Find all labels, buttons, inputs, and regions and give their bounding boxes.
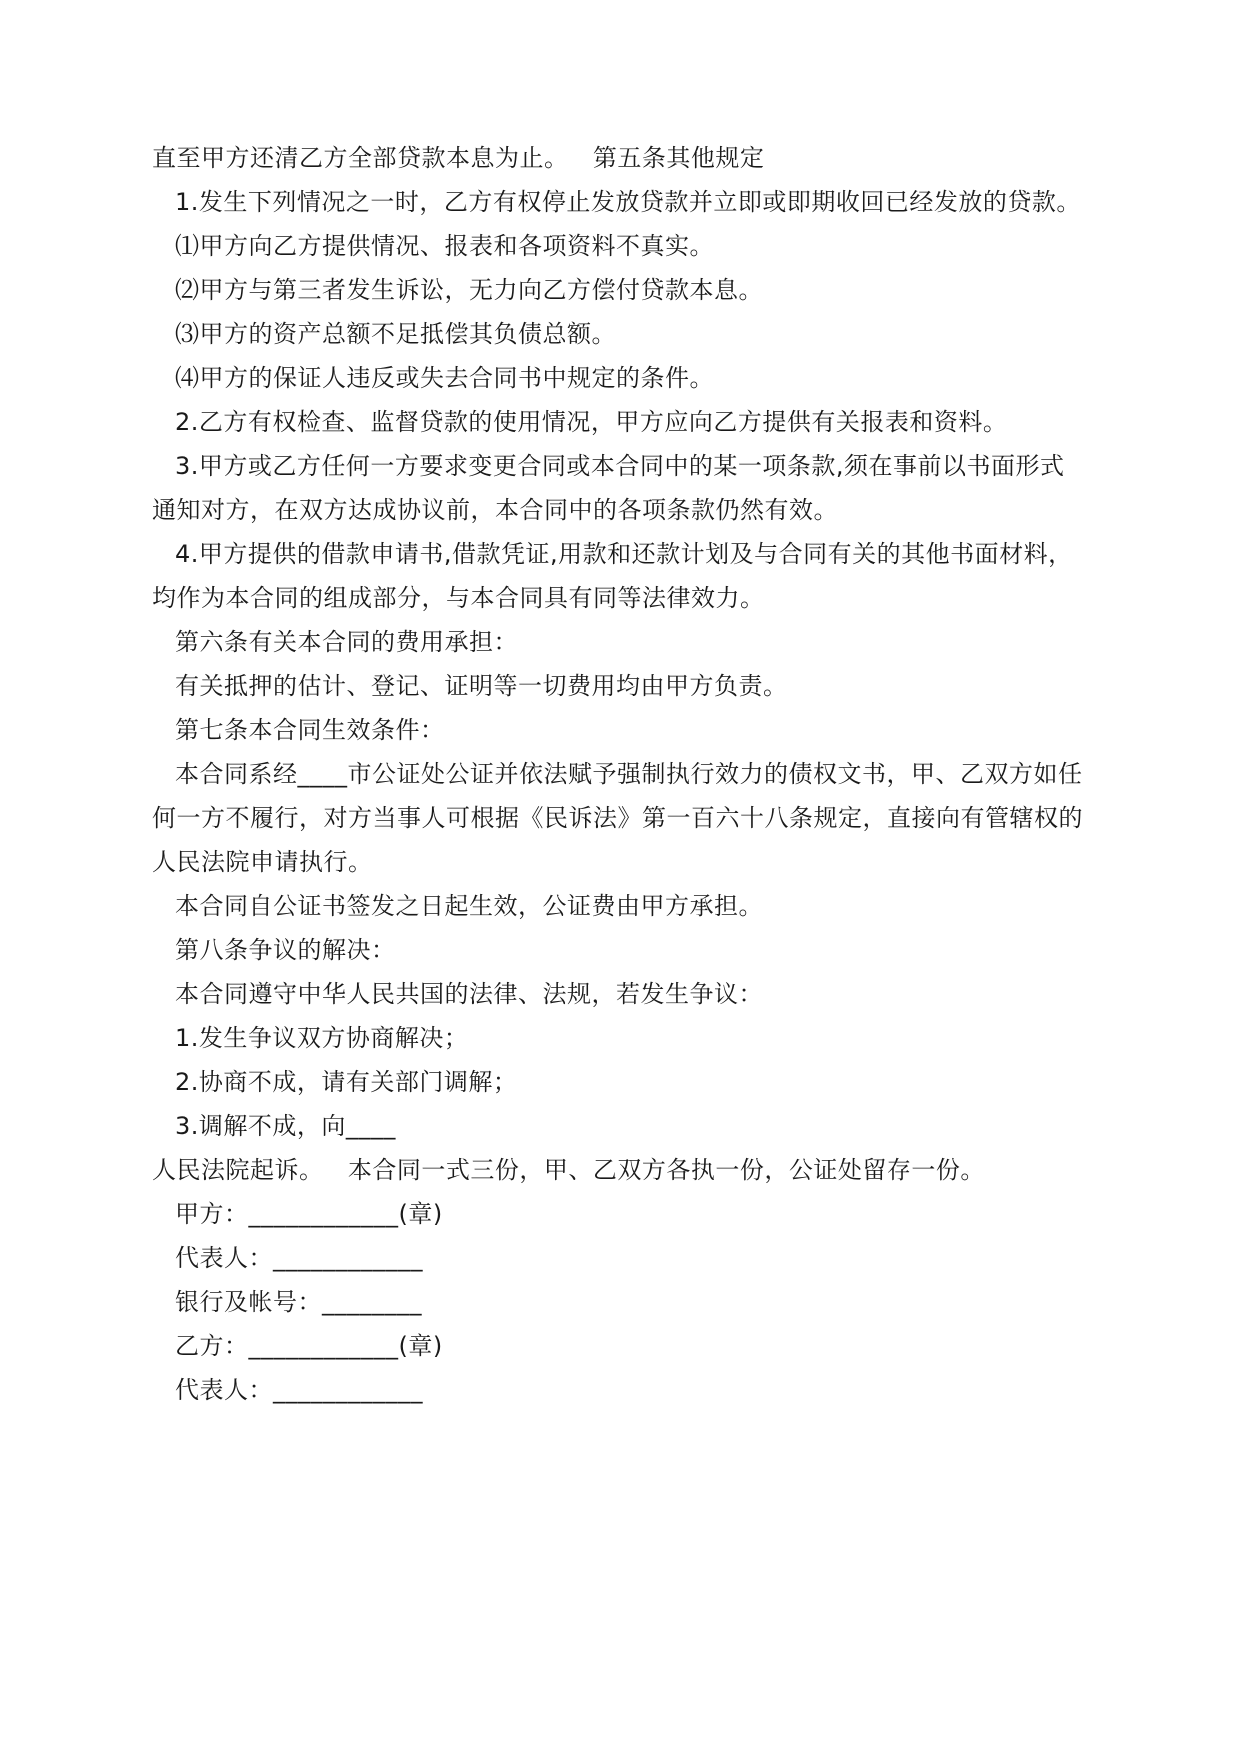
list-item: 2.协商不成，请有关部门调解； bbox=[175, 1068, 518, 1096]
paragraph-line: 本合同遵守中华人民共国的法律、法规，若发生争议： bbox=[175, 980, 763, 1008]
paragraph-line: 3.甲方或乙方任何一方要求变更合同或本合同中的某一项条款,须在事前以书面形式 bbox=[175, 452, 1065, 480]
paragraph-line: ⑷甲方的保证人违反或失去合同书中规定的条件。 bbox=[175, 364, 714, 392]
paragraph-line: 通知对方，在双方达成协议前，本合同中的各项条款仍然有效。 bbox=[152, 496, 838, 524]
paragraph-line: 本合同自公证书签发之日起生效，公证费由甲方承担。 bbox=[175, 892, 763, 920]
signature-field-party-b: 乙方：____________(章) bbox=[175, 1332, 443, 1360]
section-heading: 第六条有关本合同的费用承担： bbox=[175, 628, 518, 656]
section-heading: 第七条本合同生效条件： bbox=[175, 716, 445, 744]
paragraph-line: 1.发生下列情况之一时，乙方有权停止发放贷款并立即或即期收回已经发放的贷款。 bbox=[175, 188, 1081, 216]
paragraph-line: 4.甲方提供的借款申请书,借款凭证,用款和还款计划及与合同有关的其他书面材料， bbox=[175, 540, 1073, 568]
list-item: 3.调解不成，向____ bbox=[175, 1112, 396, 1140]
section-heading: 第八条争议的解决： bbox=[175, 936, 396, 964]
signature-field-representative-a: 代表人：____________ bbox=[175, 1244, 423, 1272]
paragraph-line: 本合同系经____市公证处公证并依法赋予强制执行效力的债权文书，甲、乙双方如任 bbox=[175, 760, 1083, 788]
signature-field-party-a: 甲方：____________(章) bbox=[175, 1200, 443, 1228]
paragraph-line: 何一方不履行，对方当事人可根据《民诉法》第一百六十八条规定，直接向有管辖权的 bbox=[152, 804, 1083, 832]
list-item: 1.发生争议双方协商解决； bbox=[175, 1024, 469, 1052]
signature-field-bank-account: 银行及帐号：________ bbox=[175, 1288, 422, 1316]
paragraph-line: ⑵甲方与第三者发生诉讼，无力向乙方偿付贷款本息。 bbox=[175, 276, 763, 304]
paragraph-line: 直至甲方还清乙方全部贷款本息为止。 第五条其他规定 bbox=[152, 144, 765, 172]
paragraph-line: 2.乙方有权检查、监督贷款的使用情况，甲方应向乙方提供有关报表和资料。 bbox=[175, 408, 1008, 436]
paragraph-line: ⑶甲方的资产总额不足抵偿其负债总额。 bbox=[175, 320, 616, 348]
paragraph-line: 人民法院起诉。 本合同一式三份，甲、乙双方各执一份，公证处留存一份。 bbox=[152, 1156, 985, 1184]
paragraph-line: ⑴甲方向乙方提供情况、报表和各项资料不真实。 bbox=[175, 232, 714, 260]
paragraph-line: 人民法院申请执行。 bbox=[152, 848, 373, 876]
paragraph-line: 均作为本合同的组成部分，与本合同具有同等法律效力。 bbox=[152, 584, 765, 612]
paragraph-line: 有关抵押的估计、登记、证明等一切费用均由甲方负责。 bbox=[175, 672, 788, 700]
signature-field-representative-b: 代表人：____________ bbox=[175, 1376, 423, 1404]
